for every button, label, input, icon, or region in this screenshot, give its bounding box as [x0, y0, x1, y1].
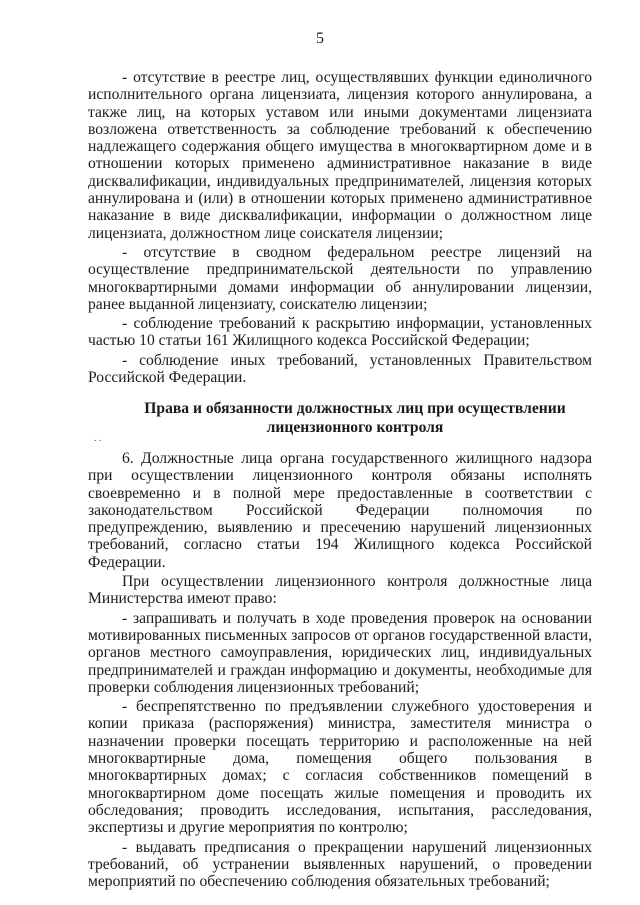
paragraph: - отсутствие в сводном федеральном реестре лицензий на осуществление предпринимательской деятельности по управлению многоквартирными домами информации об аннулировании лицензии, ранее выданной лицензиату, соискателю лицензии; [88, 243, 592, 313]
paragraph: - соблюдение иных требований, установленных Правительством Российской Федерации. [88, 351, 592, 387]
paragraph: - выдавать предписания о прекращении нарушений лицензионных требований, об устранении выявленных нарушений, о проведении мероприятий по обеспечению соблюдения обязательных требований; [88, 838, 592, 891]
paragraph: - соблюдение требований к раскрытию информации, установленных частью 10 статьи 161 Жилищного кодекса Российской Федерации; [88, 315, 592, 350]
rights-and-duties-text [88, 450, 592, 892]
requirements-list [88, 69, 592, 388]
paragraph: При осуществлении лицензионного контроля должностные лица Министерства имеют право: [88, 573, 592, 608]
paragraph: - запрашивать и получать в ходе проведения проверок на основании мотивированных письменных запросов от органов государственной власти, органов местного самоуправления, юридических лиц, индивидуальных предпринимателей и граждан информацию и документы, необходимые для проверки соблюдения лицензионных требований; [88, 609, 592, 696]
paragraph: - беспрепятственно по предъявлении служебного удостоверения и копии приказа (распоряжения) министра, заместителя министра о назначении проверки посещать территорию и расположенные на ней многоквартирные дома, помещения общего пользования в многоквартирных домах; с согласия собственников помещений в многоквартирном доме посещать жилые помещения и проводить их обследования; проводить исследования, испытания, расследования, экспертизы и другие мероприятия по контролю; [88, 698, 592, 837]
stray-mark: . . [94, 433, 102, 444]
page-number: 5 [316, 30, 324, 47]
section-heading-line-1: Права и обязанности должностных лиц при осуществлении [144, 400, 566, 417]
paragraph: 6. Должностные лица органа государственного жилищного надзора при осуществлении лицензионного контроля обязаны исполнять своевременно и в полной мере предоставленные в соответствии с законодательством Российской Федерации полномочия по предупреждению, выявлению и пресечению нарушений лицензионных требований, согласно статьи 194 Жилищного кодекса Российской Федерации. [88, 450, 592, 571]
section-heading-line-2: лицензионного контроля [266, 419, 444, 436]
section-heading [120, 399, 590, 437]
paragraph: - отсутствие в реестре лиц, осуществлявших функции единоличного исполнительного органа лицензиата, лицензия которого аннулирована, а также лиц, на которых уставом или иными документами лицензиата возложена ответственность за соблюдение требований к обеспечению надлежащего содержания общего имущества в многоквартирном доме и в отношении которых применено административное наказание в виде дисквалификации, индивидуальных предпринимателей, лицензия которых аннулирована и (или) в отношении которых применено административное наказание в виде дисквалификации, информации о должностном лице лицензиата, должностном лице соискателя лицензии; [88, 69, 592, 242]
